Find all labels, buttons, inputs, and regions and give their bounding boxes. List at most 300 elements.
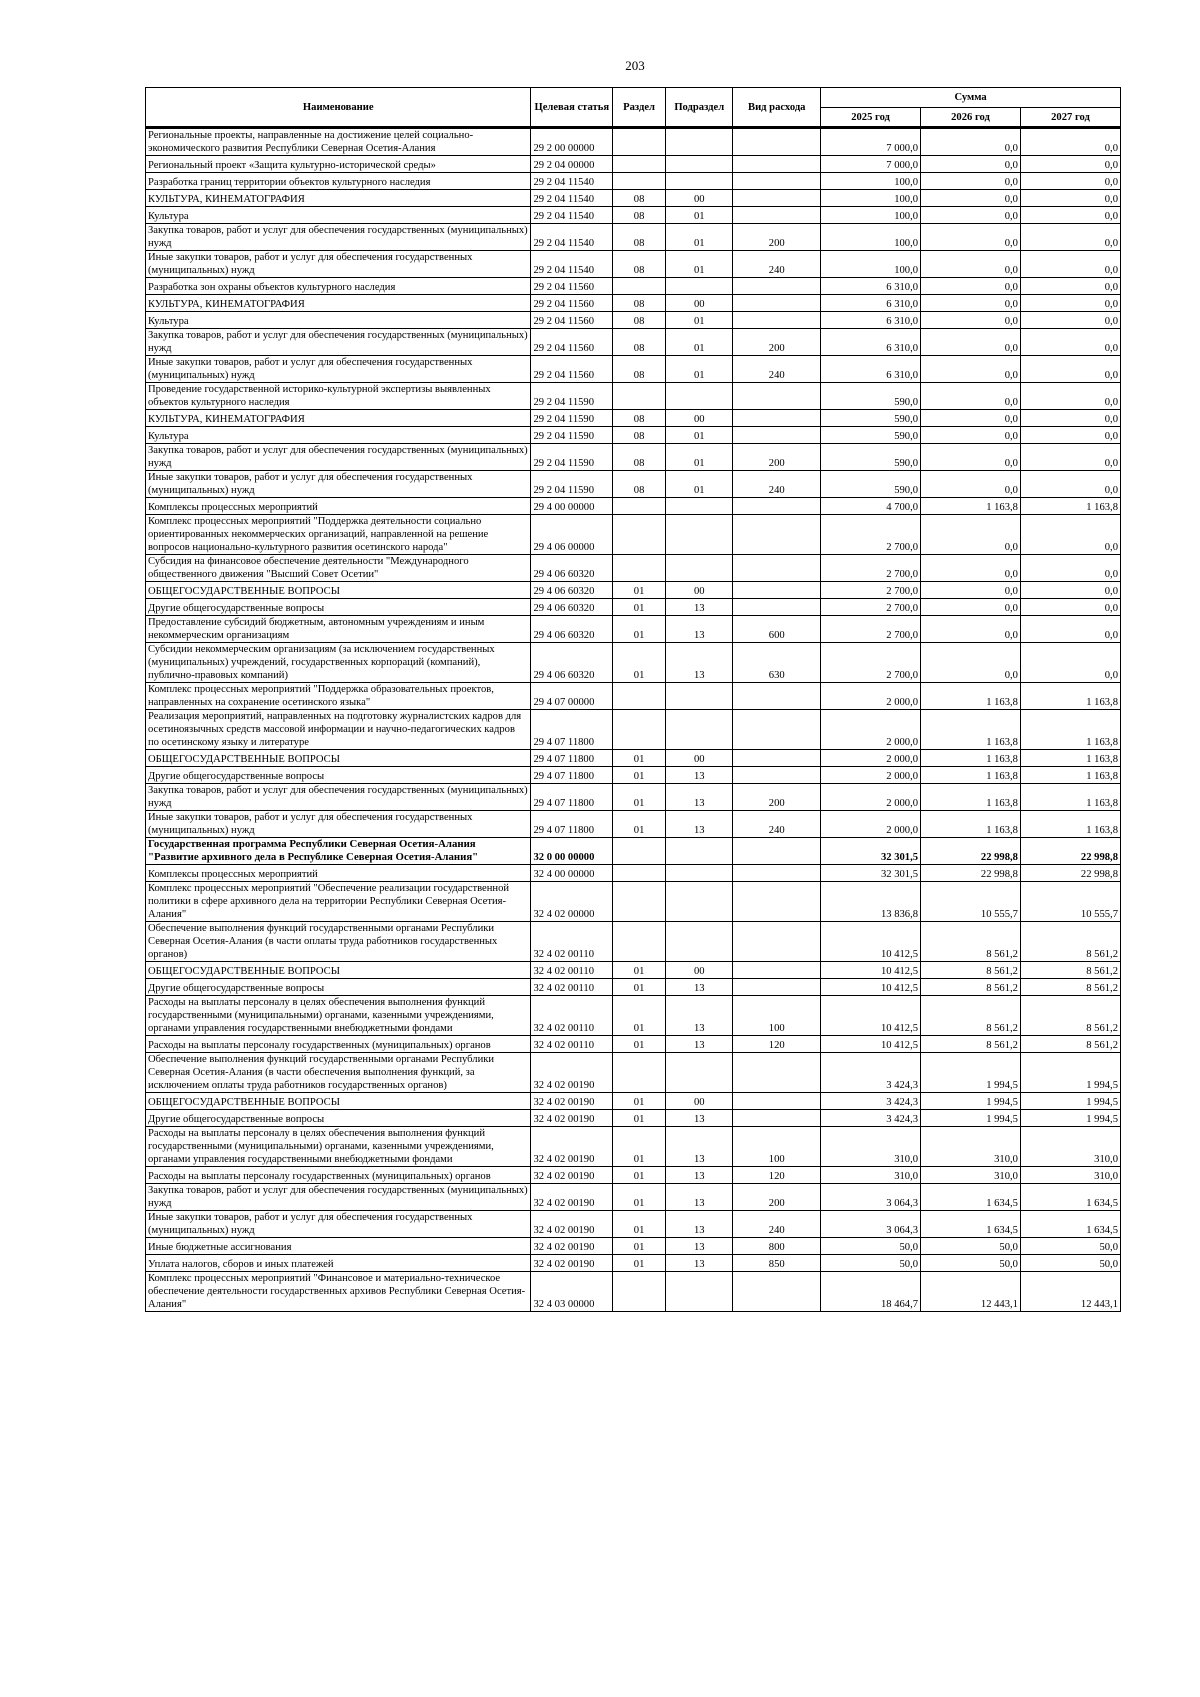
- row-subsection-cell: 00: [666, 295, 733, 312]
- row-sum-2025-cell: 3 064,3: [821, 1211, 921, 1238]
- row-expense-type-cell: [733, 128, 821, 156]
- row-sum-2026-cell: 8 561,2: [921, 962, 1021, 979]
- table-row: [146, 1110, 1121, 1127]
- row-expense-type-cell: [733, 156, 821, 173]
- row-section-cell: 08: [613, 471, 666, 498]
- row-subsection-cell: 00: [666, 962, 733, 979]
- row-section-cell: 01: [613, 1238, 666, 1255]
- row-expense-type-cell: 240: [733, 471, 821, 498]
- row-target-article-cell: 29 4 07 11800: [531, 811, 613, 838]
- row-expense-type-cell: 100: [733, 996, 821, 1036]
- row-expense-type-cell: [733, 599, 821, 616]
- row-expense-type-cell: 240: [733, 1211, 821, 1238]
- row-target-article-cell: 29 4 07 11800: [531, 767, 613, 784]
- row-sum-2025-cell: 4 700,0: [821, 498, 921, 515]
- row-sum-2027-cell: 0,0: [1020, 383, 1120, 410]
- row-name-cell: Уплата налогов, сборов и иных платежей: [146, 1255, 531, 1272]
- row-subsection-cell: [666, 128, 733, 156]
- row-target-article-cell: 32 4 02 00190: [531, 1238, 613, 1255]
- row-subsection-cell: 00: [666, 582, 733, 599]
- row-expense-type-cell: [733, 767, 821, 784]
- table-row: [146, 1127, 1121, 1167]
- row-expense-type-cell: [733, 750, 821, 767]
- row-sum-2027-cell: 0,0: [1020, 515, 1120, 555]
- row-expense-type-cell: 120: [733, 1036, 821, 1053]
- row-sum-2026-cell: 0,0: [921, 582, 1021, 599]
- row-target-article-cell: 29 2 04 11560: [531, 329, 613, 356]
- row-subsection-cell: 13: [666, 643, 733, 683]
- row-sum-2025-cell: 2 700,0: [821, 643, 921, 683]
- row-target-article-cell: 32 4 02 00190: [531, 1211, 613, 1238]
- row-section-cell: 08: [613, 410, 666, 427]
- row-sum-2026-cell: 0,0: [921, 555, 1021, 582]
- row-sum-2025-cell: 590,0: [821, 471, 921, 498]
- row-target-article-cell: 29 2 04 11560: [531, 278, 613, 295]
- table-row: [146, 1036, 1121, 1053]
- row-name-cell: Иные закупки товаров, работ и услуг для обеспечения государственных (муниципальных) нужд: [146, 811, 531, 838]
- row-expense-type-cell: [733, 427, 821, 444]
- row-target-article-cell: 29 4 06 60320: [531, 555, 613, 582]
- row-sum-2026-cell: 0,0: [921, 427, 1021, 444]
- row-sum-2027-cell: 310,0: [1020, 1127, 1120, 1167]
- table-row: [146, 207, 1121, 224]
- row-subsection-cell: 00: [666, 190, 733, 207]
- table-row: [146, 173, 1121, 190]
- row-sum-2027-cell: 22 998,8: [1020, 865, 1120, 882]
- row-target-article-cell: 32 4 02 00190: [531, 1053, 613, 1093]
- row-section-cell: 01: [613, 1167, 666, 1184]
- row-sum-2025-cell: 590,0: [821, 383, 921, 410]
- row-sum-2026-cell: 22 998,8: [921, 865, 1021, 882]
- row-expense-type-cell: 240: [733, 811, 821, 838]
- row-subsection-cell: 13: [666, 1255, 733, 1272]
- row-section-cell: 08: [613, 224, 666, 251]
- row-sum-2027-cell: 0,0: [1020, 643, 1120, 683]
- row-name-cell: Обеспечение выполнения функций государственными органами Республики Северная Осетия-Алания (в части обеспечения выполнения функций, за исключением оплаты труда работников государственных органов): [146, 1053, 531, 1093]
- row-target-article-cell: 29 2 04 00000: [531, 156, 613, 173]
- row-expense-type-cell: 630: [733, 643, 821, 683]
- row-sum-2026-cell: 0,0: [921, 128, 1021, 156]
- table-row: [146, 498, 1121, 515]
- row-subsection-cell: 13: [666, 1127, 733, 1167]
- row-target-article-cell: 29 4 07 11800: [531, 710, 613, 750]
- row-expense-type-cell: 200: [733, 329, 821, 356]
- table-row: [146, 295, 1121, 312]
- table-row: [146, 683, 1121, 710]
- row-subsection-cell: [666, 515, 733, 555]
- row-sum-2025-cell: 2 000,0: [821, 710, 921, 750]
- row-target-article-cell: 29 4 06 60320: [531, 582, 613, 599]
- table-row: [146, 838, 1121, 865]
- row-subsection-cell: 13: [666, 616, 733, 643]
- row-expense-type-cell: [733, 498, 821, 515]
- table-row: [146, 643, 1121, 683]
- row-name-cell: Иные закупки товаров, работ и услуг для обеспечения государственных (муниципальных) нужд: [146, 251, 531, 278]
- row-sum-2026-cell: 8 561,2: [921, 922, 1021, 962]
- row-subsection-cell: [666, 922, 733, 962]
- row-sum-2025-cell: 100,0: [821, 173, 921, 190]
- row-subsection-cell: [666, 838, 733, 865]
- row-sum-2026-cell: 0,0: [921, 616, 1021, 643]
- row-expense-type-cell: [733, 865, 821, 882]
- row-sum-2026-cell: 1 163,8: [921, 784, 1021, 811]
- row-section-cell: 01: [613, 962, 666, 979]
- row-sum-2025-cell: 3 064,3: [821, 1184, 921, 1211]
- row-sum-2025-cell: 310,0: [821, 1167, 921, 1184]
- row-expense-type-cell: 800: [733, 1238, 821, 1255]
- row-section-cell: 01: [613, 811, 666, 838]
- row-expense-type-cell: 100: [733, 1127, 821, 1167]
- row-expense-type-cell: [733, 1110, 821, 1127]
- row-target-article-cell: 32 4 02 00000: [531, 882, 613, 922]
- row-name-cell: Культура: [146, 427, 531, 444]
- row-name-cell: Расходы на выплаты персоналу государственных (муниципальных) органов: [146, 1167, 531, 1184]
- row-sum-2025-cell: 6 310,0: [821, 278, 921, 295]
- table-row: [146, 278, 1121, 295]
- row-name-cell: Расходы на выплаты персоналу государственных (муниципальных) органов: [146, 1036, 531, 1053]
- header-year-2026: 2026 год: [921, 108, 1021, 128]
- row-sum-2026-cell: 0,0: [921, 444, 1021, 471]
- row-sum-2025-cell: 7 000,0: [821, 156, 921, 173]
- row-sum-2025-cell: 2 000,0: [821, 811, 921, 838]
- header-name: Наименование: [146, 88, 531, 128]
- row-sum-2027-cell: 1 163,8: [1020, 683, 1120, 710]
- row-sum-2025-cell: 32 301,5: [821, 838, 921, 865]
- row-name-cell: Комплекс процессных мероприятий "Поддержка образовательных проектов, направленных на сохранение осетинского языка": [146, 683, 531, 710]
- row-target-article-cell: 32 4 02 00190: [531, 1255, 613, 1272]
- row-expense-type-cell: [733, 295, 821, 312]
- row-subsection-cell: 01: [666, 312, 733, 329]
- row-target-article-cell: 29 2 04 11590: [531, 471, 613, 498]
- header-target-article: Целевая статья: [531, 88, 613, 128]
- row-sum-2027-cell: 0,0: [1020, 555, 1120, 582]
- row-sum-2025-cell: 100,0: [821, 190, 921, 207]
- row-sum-2027-cell: 1 163,8: [1020, 784, 1120, 811]
- row-sum-2026-cell: 0,0: [921, 383, 1021, 410]
- table-row: [146, 444, 1121, 471]
- row-sum-2026-cell: 1 163,8: [921, 710, 1021, 750]
- row-name-cell: Субсидии некоммерческим организациям (за исключением государственных (муниципальных) учреждений, государственных корпораций (компаний), публично-правовых компаний): [146, 643, 531, 683]
- row-section-cell: [613, 156, 666, 173]
- row-section-cell: 01: [613, 750, 666, 767]
- row-sum-2026-cell: 0,0: [921, 207, 1021, 224]
- table-row: [146, 515, 1121, 555]
- row-sum-2025-cell: 50,0: [821, 1238, 921, 1255]
- row-section-cell: [613, 838, 666, 865]
- table-row: [146, 383, 1121, 410]
- row-section-cell: 01: [613, 767, 666, 784]
- row-subsection-cell: 13: [666, 1110, 733, 1127]
- row-sum-2026-cell: 1 634,5: [921, 1184, 1021, 1211]
- row-sum-2026-cell: 0,0: [921, 410, 1021, 427]
- row-target-article-cell: 29 2 04 11540: [531, 207, 613, 224]
- row-sum-2026-cell: 1 163,8: [921, 750, 1021, 767]
- table-row: [146, 410, 1121, 427]
- row-sum-2026-cell: 0,0: [921, 356, 1021, 383]
- row-name-cell: Региональный проект «Защита культурно-исторической среды»: [146, 156, 531, 173]
- row-name-cell: Другие общегосударственные вопросы: [146, 979, 531, 996]
- row-subsection-cell: 00: [666, 1093, 733, 1110]
- row-sum-2025-cell: 310,0: [821, 1127, 921, 1167]
- row-expense-type-cell: [733, 582, 821, 599]
- row-subsection-cell: [666, 156, 733, 173]
- table-row: [146, 312, 1121, 329]
- row-target-article-cell: 29 4 06 00000: [531, 515, 613, 555]
- row-sum-2025-cell: 13 836,8: [821, 882, 921, 922]
- row-expense-type-cell: [733, 555, 821, 582]
- row-sum-2025-cell: 6 310,0: [821, 329, 921, 356]
- row-sum-2025-cell: 10 412,5: [821, 962, 921, 979]
- row-name-cell: Закупка товаров, работ и услуг для обеспечения государственных (муниципальных) нужд: [146, 329, 531, 356]
- row-name-cell: Разработка зон охраны объектов культурного наследия: [146, 278, 531, 295]
- table-row: [146, 1211, 1121, 1238]
- row-section-cell: 08: [613, 207, 666, 224]
- row-sum-2027-cell: 0,0: [1020, 329, 1120, 356]
- row-name-cell: Комплексы процессных мероприятий: [146, 498, 531, 515]
- row-section-cell: [613, 278, 666, 295]
- row-subsection-cell: [666, 278, 733, 295]
- row-sum-2027-cell: 0,0: [1020, 616, 1120, 643]
- row-sum-2025-cell: 6 310,0: [821, 312, 921, 329]
- row-sum-2027-cell: 8 561,2: [1020, 979, 1120, 996]
- row-sum-2027-cell: 8 561,2: [1020, 1036, 1120, 1053]
- row-subsection-cell: 01: [666, 427, 733, 444]
- table-row: [146, 784, 1121, 811]
- row-section-cell: 08: [613, 329, 666, 356]
- row-sum-2027-cell: 22 998,8: [1020, 838, 1120, 865]
- row-section-cell: 01: [613, 1110, 666, 1127]
- row-sum-2027-cell: 0,0: [1020, 295, 1120, 312]
- row-sum-2027-cell: 0,0: [1020, 156, 1120, 173]
- row-section-cell: 01: [613, 996, 666, 1036]
- row-target-article-cell: 32 4 02 00110: [531, 979, 613, 996]
- row-section-cell: [613, 383, 666, 410]
- row-sum-2027-cell: 0,0: [1020, 190, 1120, 207]
- row-sum-2026-cell: 0,0: [921, 643, 1021, 683]
- row-sum-2025-cell: 10 412,5: [821, 922, 921, 962]
- row-section-cell: [613, 882, 666, 922]
- row-sum-2026-cell: 12 443,1: [921, 1272, 1021, 1312]
- row-sum-2025-cell: 3 424,3: [821, 1093, 921, 1110]
- row-sum-2027-cell: 1 634,5: [1020, 1184, 1120, 1211]
- row-name-cell: Предоставление субсидий бюджетным, автономным учреждениям и иным некоммерческим организациям: [146, 616, 531, 643]
- row-sum-2026-cell: 0,0: [921, 312, 1021, 329]
- row-sum-2027-cell: 1 163,8: [1020, 767, 1120, 784]
- row-name-cell: Другие общегосударственные вопросы: [146, 1110, 531, 1127]
- row-sum-2026-cell: 8 561,2: [921, 996, 1021, 1036]
- row-subsection-cell: 13: [666, 811, 733, 838]
- row-subsection-cell: [666, 383, 733, 410]
- budget-table: [145, 87, 1121, 1312]
- row-expense-type-cell: [733, 838, 821, 865]
- row-target-article-cell: 29 4 06 60320: [531, 616, 613, 643]
- row-expense-type-cell: [733, 410, 821, 427]
- row-sum-2027-cell: 8 561,2: [1020, 996, 1120, 1036]
- row-target-article-cell: 32 4 03 00000: [531, 1272, 613, 1312]
- table-row: [146, 811, 1121, 838]
- row-target-article-cell: 29 2 00 00000: [531, 128, 613, 156]
- row-subsection-cell: 01: [666, 444, 733, 471]
- row-sum-2026-cell: 1 163,8: [921, 498, 1021, 515]
- table-row: [146, 1053, 1121, 1093]
- row-subsection-cell: 01: [666, 329, 733, 356]
- row-section-cell: [613, 1272, 666, 1312]
- row-target-article-cell: 29 4 00 00000: [531, 498, 613, 515]
- row-name-cell: Комплекс процессных мероприятий "Финансовое и материально-техническое обеспечение деятельности государственных архивов Республики Северная Осетия-Алания": [146, 1272, 531, 1312]
- row-name-cell: ОБЩЕГОСУДАРСТВЕННЫЕ ВОПРОСЫ: [146, 1093, 531, 1110]
- row-sum-2027-cell: 0,0: [1020, 599, 1120, 616]
- row-expense-type-cell: [733, 962, 821, 979]
- row-sum-2026-cell: 0,0: [921, 278, 1021, 295]
- row-section-cell: 01: [613, 599, 666, 616]
- row-expense-type-cell: [733, 683, 821, 710]
- row-target-article-cell: 32 4 02 00190: [531, 1184, 613, 1211]
- row-sum-2025-cell: 2 700,0: [821, 582, 921, 599]
- row-section-cell: 01: [613, 1127, 666, 1167]
- row-expense-type-cell: 240: [733, 251, 821, 278]
- row-sum-2027-cell: 50,0: [1020, 1255, 1120, 1272]
- row-section-cell: 08: [613, 251, 666, 278]
- row-sum-2027-cell: 0,0: [1020, 471, 1120, 498]
- table-row: [146, 555, 1121, 582]
- table-row: [146, 1184, 1121, 1211]
- row-sum-2027-cell: 0,0: [1020, 427, 1120, 444]
- row-target-article-cell: 32 4 02 00110: [531, 1036, 613, 1053]
- row-target-article-cell: 29 2 04 11590: [531, 427, 613, 444]
- table-row: [146, 710, 1121, 750]
- row-subsection-cell: 00: [666, 750, 733, 767]
- row-sum-2027-cell: 8 561,2: [1020, 962, 1120, 979]
- row-target-article-cell: 32 4 02 00190: [531, 1093, 613, 1110]
- row-target-article-cell: 32 4 02 00190: [531, 1110, 613, 1127]
- row-subsection-cell: 13: [666, 784, 733, 811]
- row-sum-2027-cell: 1 994,5: [1020, 1093, 1120, 1110]
- row-sum-2026-cell: 0,0: [921, 471, 1021, 498]
- row-sum-2026-cell: 1 634,5: [921, 1211, 1021, 1238]
- row-subsection-cell: 13: [666, 1036, 733, 1053]
- row-sum-2027-cell: 0,0: [1020, 128, 1120, 156]
- table-row: [146, 882, 1121, 922]
- row-section-cell: 01: [613, 643, 666, 683]
- table-row: [146, 224, 1121, 251]
- row-expense-type-cell: [733, 278, 821, 295]
- row-target-article-cell: 29 4 07 11800: [531, 784, 613, 811]
- row-name-cell: Закупка товаров, работ и услуг для обеспечения государственных (муниципальных) нужд: [146, 784, 531, 811]
- header-sum: Сумма: [821, 88, 1121, 108]
- row-subsection-cell: 13: [666, 1184, 733, 1211]
- header-expense-type: Вид расхода: [733, 88, 821, 128]
- table-row: [146, 1255, 1121, 1272]
- row-expense-type-cell: [733, 173, 821, 190]
- row-subsection-cell: 13: [666, 767, 733, 784]
- table-row: [146, 1167, 1121, 1184]
- row-subsection-cell: [666, 1272, 733, 1312]
- row-section-cell: 08: [613, 427, 666, 444]
- row-expense-type-cell: [733, 515, 821, 555]
- page-number: 203: [625, 58, 645, 73]
- row-subsection-cell: [666, 683, 733, 710]
- row-target-article-cell: 32 4 02 00110: [531, 996, 613, 1036]
- row-sum-2025-cell: 50,0: [821, 1255, 921, 1272]
- row-expense-type-cell: [733, 922, 821, 962]
- row-sum-2026-cell: 22 998,8: [921, 838, 1021, 865]
- row-target-article-cell: 32 4 00 00000: [531, 865, 613, 882]
- row-target-article-cell: 29 4 07 00000: [531, 683, 613, 710]
- row-section-cell: 01: [613, 979, 666, 996]
- row-name-cell: Иные закупки товаров, работ и услуг для обеспечения государственных (муниципальных) нужд: [146, 356, 531, 383]
- row-section-cell: 01: [613, 1255, 666, 1272]
- row-expense-type-cell: [733, 1093, 821, 1110]
- row-section-cell: 01: [613, 582, 666, 599]
- row-name-cell: Субсидия на финансовое обеспечение деятельности "Международного общественного движения "Высший Совет Осетии": [146, 555, 531, 582]
- table-row: [146, 190, 1121, 207]
- row-expense-type-cell: [733, 312, 821, 329]
- row-section-cell: [613, 922, 666, 962]
- row-name-cell: Закупка товаров, работ и услуг для обеспечения государственных (муниципальных) нужд: [146, 224, 531, 251]
- table-row: [146, 1238, 1121, 1255]
- row-section-cell: [613, 710, 666, 750]
- row-section-cell: 08: [613, 295, 666, 312]
- row-section-cell: 01: [613, 1184, 666, 1211]
- row-section-cell: [613, 128, 666, 156]
- row-target-article-cell: 29 4 07 11800: [531, 750, 613, 767]
- row-sum-2026-cell: 50,0: [921, 1238, 1021, 1255]
- row-section-cell: 01: [613, 784, 666, 811]
- row-name-cell: Закупка товаров, работ и услуг для обеспечения государственных (муниципальных) нужд: [146, 444, 531, 471]
- row-subsection-cell: 00: [666, 410, 733, 427]
- row-sum-2027-cell: 1 634,5: [1020, 1211, 1120, 1238]
- row-name-cell: Реализация мероприятий, направленных на подготовку журналистских кадров для осетиноязычных средств массовой информации и научно-педагогических кадров по осетинскому языку и литературе: [146, 710, 531, 750]
- row-sum-2025-cell: 3 424,3: [821, 1110, 921, 1127]
- row-section-cell: [613, 498, 666, 515]
- row-section-cell: [613, 515, 666, 555]
- row-sum-2026-cell: 1 994,5: [921, 1053, 1021, 1093]
- row-sum-2025-cell: 10 412,5: [821, 979, 921, 996]
- row-sum-2025-cell: 2 000,0: [821, 767, 921, 784]
- row-sum-2025-cell: 2 000,0: [821, 750, 921, 767]
- row-sum-2026-cell: 310,0: [921, 1127, 1021, 1167]
- table-row: [146, 750, 1121, 767]
- row-sum-2027-cell: 0,0: [1020, 582, 1120, 599]
- row-expense-type-cell: 200: [733, 784, 821, 811]
- row-target-article-cell: 29 2 04 11590: [531, 383, 613, 410]
- row-sum-2027-cell: 1 163,8: [1020, 498, 1120, 515]
- row-name-cell: Закупка товаров, работ и услуг для обеспечения государственных (муниципальных) нужд: [146, 1184, 531, 1211]
- row-sum-2026-cell: 0,0: [921, 515, 1021, 555]
- row-sum-2026-cell: 310,0: [921, 1167, 1021, 1184]
- table-row: [146, 616, 1121, 643]
- row-sum-2027-cell: 1 163,8: [1020, 750, 1120, 767]
- table-row: [146, 962, 1121, 979]
- row-subsection-cell: 01: [666, 356, 733, 383]
- row-expense-type-cell: 240: [733, 356, 821, 383]
- row-target-article-cell: 29 4 06 60320: [531, 599, 613, 616]
- row-sum-2026-cell: 0,0: [921, 251, 1021, 278]
- row-section-cell: 08: [613, 444, 666, 471]
- row-sum-2026-cell: 8 561,2: [921, 1036, 1021, 1053]
- table-row: [146, 356, 1121, 383]
- row-sum-2025-cell: 10 412,5: [821, 1036, 921, 1053]
- row-target-article-cell: 29 2 04 11560: [531, 295, 613, 312]
- row-sum-2026-cell: 1 163,8: [921, 811, 1021, 838]
- row-name-cell: КУЛЬТУРА, КИНЕМАТОГРАФИЯ: [146, 190, 531, 207]
- row-expense-type-cell: [733, 1053, 821, 1093]
- table-row: [146, 471, 1121, 498]
- row-name-cell: КУЛЬТУРА, КИНЕМАТОГРАФИЯ: [146, 295, 531, 312]
- table-row: [146, 599, 1121, 616]
- table-header: [146, 88, 1121, 128]
- table-row: [146, 865, 1121, 882]
